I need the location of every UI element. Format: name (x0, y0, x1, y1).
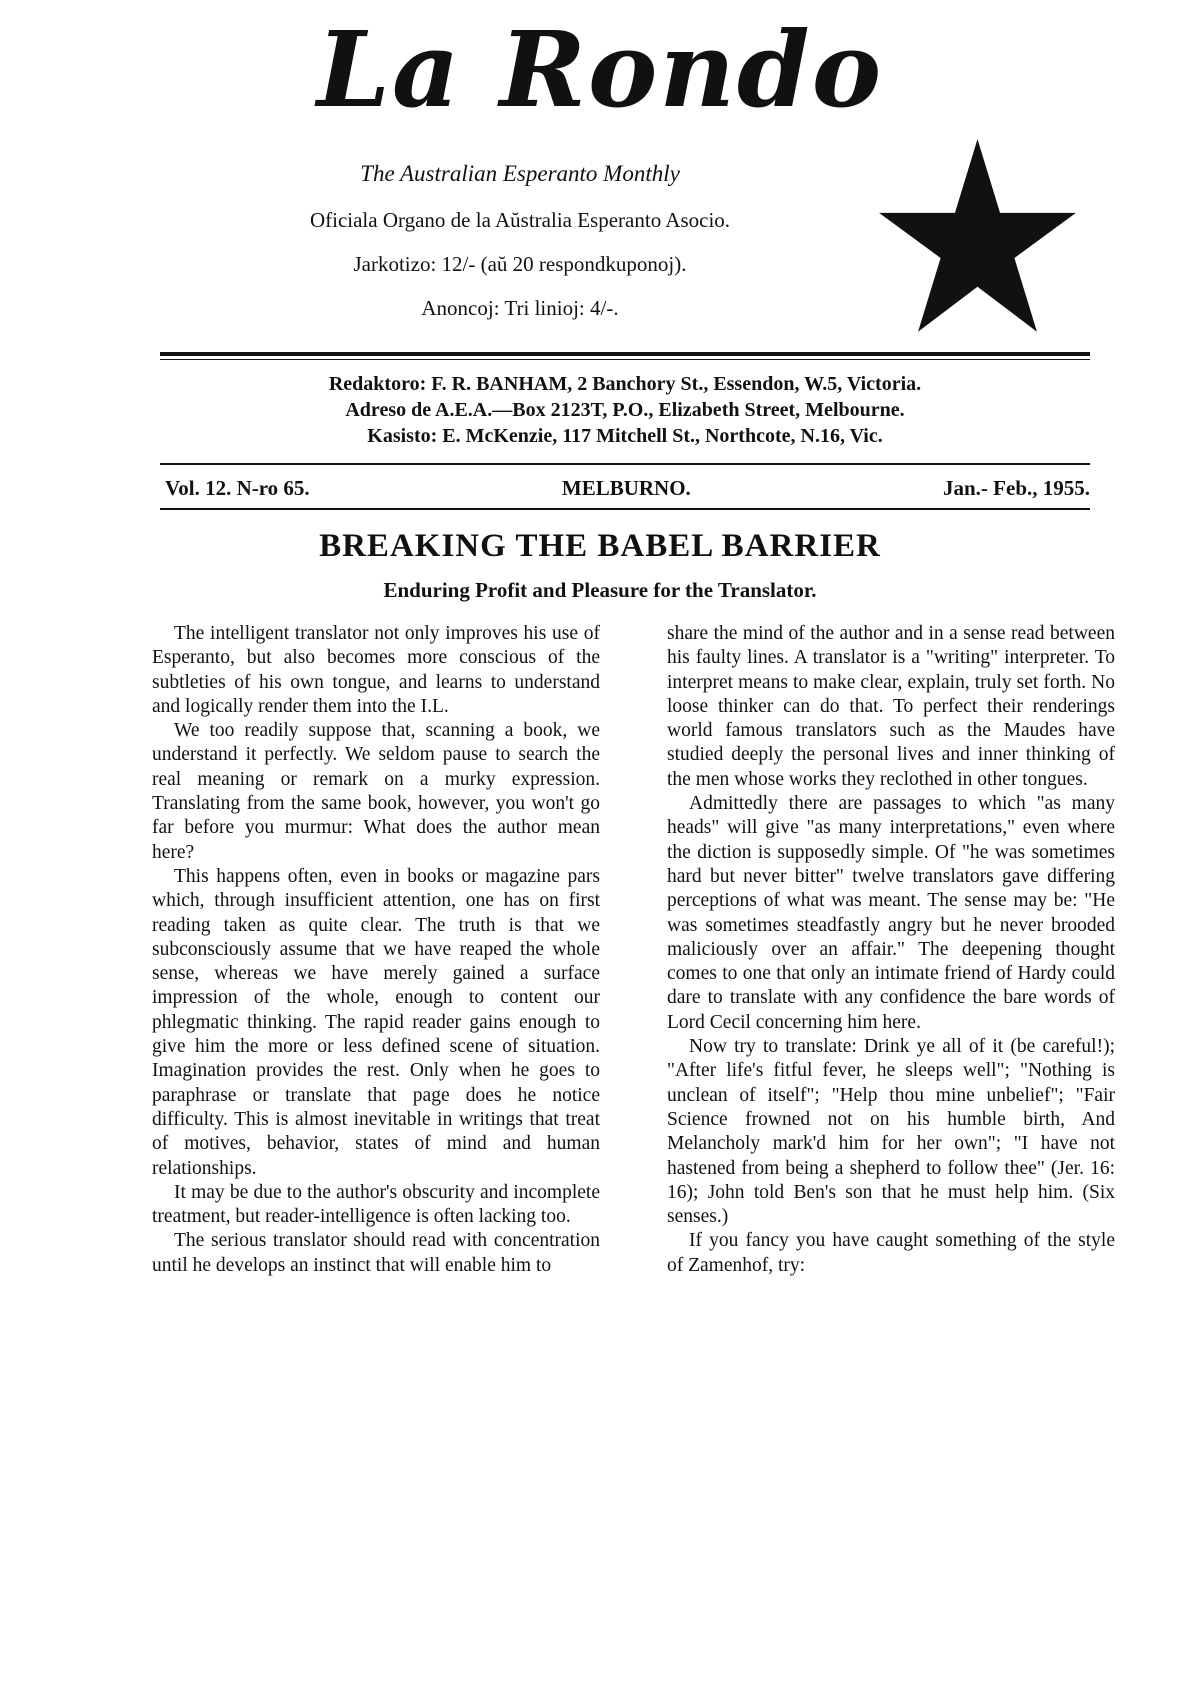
green-star-icon (870, 135, 1085, 340)
official-organ-line: Oficiala Organo de la Aŭstralia Esperanto Asocio. (309, 208, 731, 232)
association-address-line: Adreso de A.E.A.—Box 2123T, P.O., Elizabeth Street, Melbourne. (345, 399, 905, 421)
article-paragraph: We too readily suppose that, scanning a book, we understand it perfectly. We seldom pause to search the real meaning or remark on a murky expression. Translating from the same book, however, you won't go far before you murmur: What does the author mean here? (152, 720, 600, 863)
issue-rule-top (160, 463, 1090, 465)
article-paragraph: This happens often, even in books or magazine pars which, through insufficient attention, one has on first reading taken as quite clear. The truth is that we subconsciously assume that we have reaped the whole sense, whereas we have merely gained a surface impression of the whole, enough to content our phlegmatic thinking. The rapid reader gains enough to give him the more or less defined scene of situation. Imagination provides the rest. Only when he goes to paraphrase or translate that page does he notice difficulty. This is almost inevitable in writings that treat of motives, behavior, states of mind and human relationships. (152, 865, 600, 1179)
issue-volume: Vol. 12. N-ro 65. (165, 476, 310, 500)
article-paragraph: It may be due to the author's obscurity and incomplete treatment, but reader-intelligence is often lacking too. (152, 1181, 600, 1228)
masthead-rule-top (160, 352, 1090, 356)
article-subheadline: Enduring Profit and Pleasure for the Translator. (383, 578, 817, 602)
masthead-title: La Rondo (316, 8, 884, 131)
issue-line (165, 476, 1090, 501)
article-paragraph: If you fancy you have caught something of the style of Zamenhof, try: (667, 1230, 1115, 1276)
subscription-line: Jarkotizo: 12/- (aŭ 20 respondkuponoj). (353, 252, 687, 276)
article-paragraph: The intelligent translator not only improves his use of Esperanto, but also becomes more conscious of the subtleties of his own tongue, and learns to understand and logically render them into the I.L. (152, 623, 600, 717)
article-paragraph: share the mind of the author and in a sense read between his faulty lines. A translator is a "writing" interpreter. To interpret means to make clear, explain, truly set forth. No loose thinker can do that. To perfect their renderings world famous translators such as the Maudes have studied deeply the personal lives and inner thinking of the men whose works they reclothed in other tongues. (667, 623, 1115, 790)
issue-city: MELBURNO. (561, 476, 691, 500)
article-headline: BREAKING THE BABEL BARRIER (319, 528, 881, 564)
editor-line: Redaktoro: F. R. BANHAM, 2 Banchory St., Essendon, W.5, Victoria. (328, 373, 922, 395)
article-column-right (667, 622, 1115, 1278)
article-column-left (152, 622, 600, 1278)
article-paragraph: Now try to translate: Drink ye all of it (be careful!); "After life's fitful fever, he sleeps well"; "Nothing is unclean of itself"; "Help thou mine unbelief"; "Fair Science frowned not on his humble birth, And Melancholy mark'd him for her own"; "I have not hastened from being a shepherd to follow thee" (Jer. 16: 16); John told Ben's son that he must help him. (Six senses.) (667, 1036, 1115, 1228)
issue-date: Jan.- Feb., 1955. (943, 476, 1090, 500)
issue-rule-bottom (160, 508, 1090, 510)
tagline: The Australian Esperanto Monthly (360, 161, 680, 186)
treasurer-line: Kasisto: E. McKenzie, 117 Mitchell St., Northcote, N.16, Vic. (367, 425, 883, 447)
article-paragraph: The serious translator should read with concentration until he develops an instinct that will enable him to (152, 1230, 600, 1276)
masthead-rule-thin (160, 359, 1090, 360)
ads-line: Anoncoj: Tri linioj: 4/-. (421, 296, 619, 320)
article-paragraph: Admittedly there are passages to which "as many heads" will give "as many interpretations," even where the diction is supposedly simple. Of "he was sometimes hard but never bitter" twelve translators gave differing perceptions of what was meant. The sense may be: "He was sometimes steadfastly angry but he never brooded maliciously over an affair." The deepening thought comes to one that only an intimate friend of Hardy could dare to translate with any confidence the bare words of Lord Cecil concerning him here. (667, 793, 1115, 1033)
